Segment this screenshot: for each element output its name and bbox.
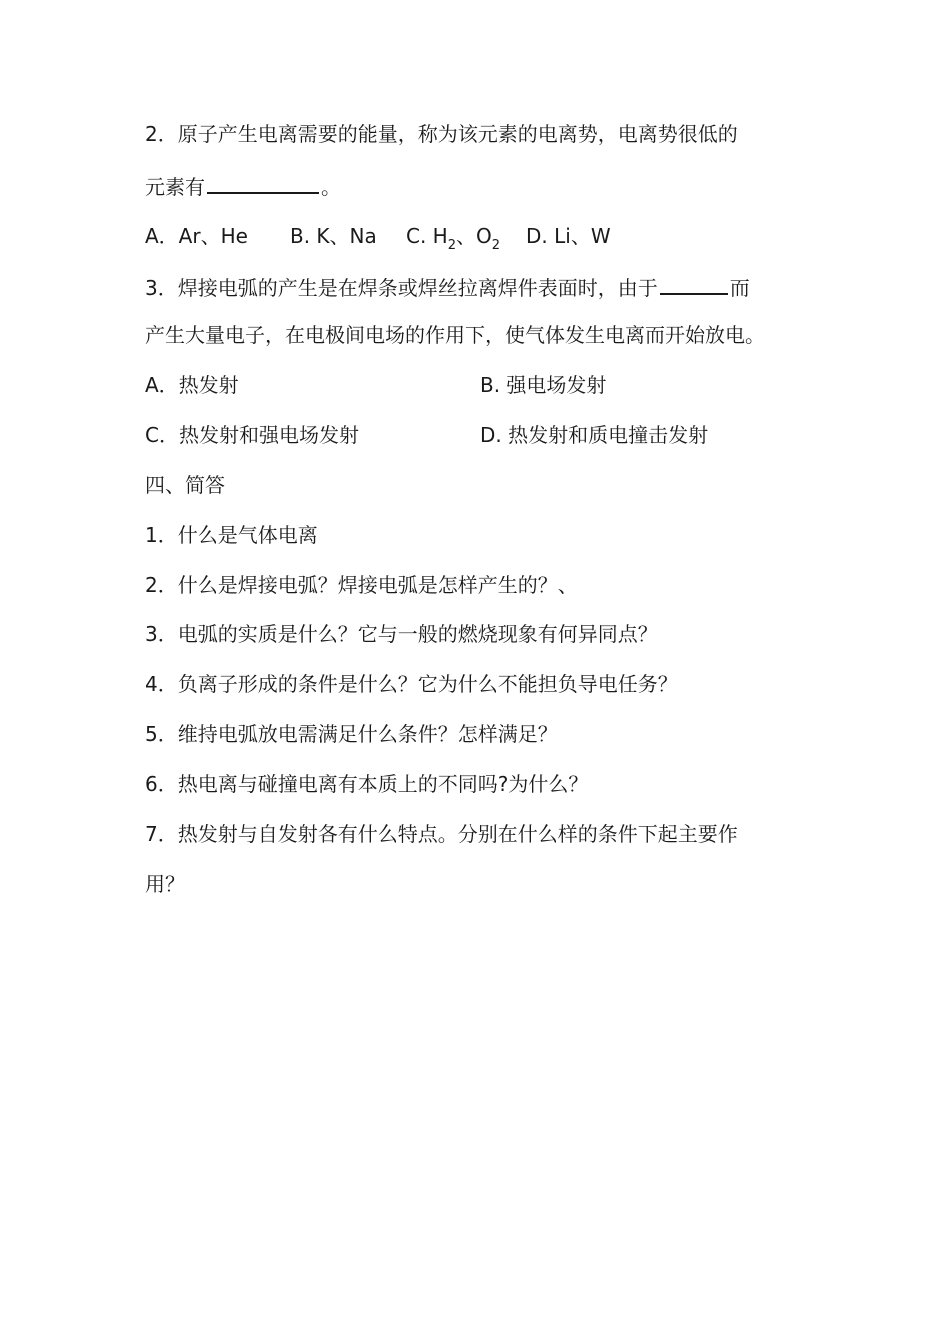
q2-option-c: [406, 224, 526, 258]
q2-stem-text2: 元素有: [145, 175, 205, 199]
section4-item-2: 2．什么是焊接电弧？焊接电弧是怎样产生的？、: [145, 573, 578, 597]
section4-item-5: 5．维持电弧放电需满足什么条件？怎样满足？: [145, 722, 558, 746]
section4-item-6: 6．热电离与碰撞电离有本质上的不同吗?为什么？: [145, 772, 589, 796]
section4-item-1: 1．什么是气体电离: [145, 523, 318, 547]
q3-option-b: B. 强电场发射: [480, 373, 607, 397]
section4-item-4: 4．负离子形成的条件是什么？它为什么不能担负导电任务？: [145, 672, 678, 696]
q2-stem-line2: [145, 172, 341, 199]
q3-stem-text1-end: 而: [729, 276, 750, 300]
q3-stem-text1: 3．焊接电弧的产生是在焊条或焊丝拉离焊件表面时，由于: [145, 276, 658, 300]
q2-stem-end: 。: [321, 175, 341, 199]
q3-stem-line2: [145, 323, 765, 347]
q3-option-d: D. 热发射和质电撞击发射: [480, 423, 709, 447]
q2-option-c-sub2: 2: [491, 238, 501, 253]
q2-option-d: D. Li、W: [526, 224, 611, 248]
q3-option-a: A．热发射: [145, 373, 239, 397]
q2-option-b: B. K、Na: [290, 224, 377, 248]
q2-option-a: A．Ar、He: [145, 224, 248, 248]
q2-answer-blank[interactable]: [207, 172, 319, 194]
section4-item-7: 7．热发射与自发射各有什么特点。分别在什么样的条件下起主要作: [145, 822, 738, 846]
q2-options: [145, 224, 611, 258]
q2-option-c-mid: 、O: [456, 224, 492, 248]
section4-item-7-cont: 用？: [145, 872, 185, 896]
section4-heading: 四、简答: [145, 473, 225, 497]
q3-answer-blank[interactable]: [660, 273, 728, 295]
q2-option-c-prefix: C. H: [406, 224, 448, 248]
q3-option-c: C．热发射和强电场发射: [145, 423, 359, 447]
section4-item-3: 3．电弧的实质是什么？它与一般的燃烧现象有何异同点？: [145, 622, 658, 646]
q3-stem-line1: [145, 273, 750, 300]
q2-stem-line1: [145, 122, 738, 146]
q3-stem-text2: 产生大量电子，在电极间电场的作用下，使气体发生电离而开始放电。: [145, 323, 765, 347]
q2-stem-text1: 2．原子产生电离需要的能量，称为该元素的电离势，电离势很低的: [145, 122, 738, 146]
q2-option-c-sub1: 2: [447, 238, 456, 253]
